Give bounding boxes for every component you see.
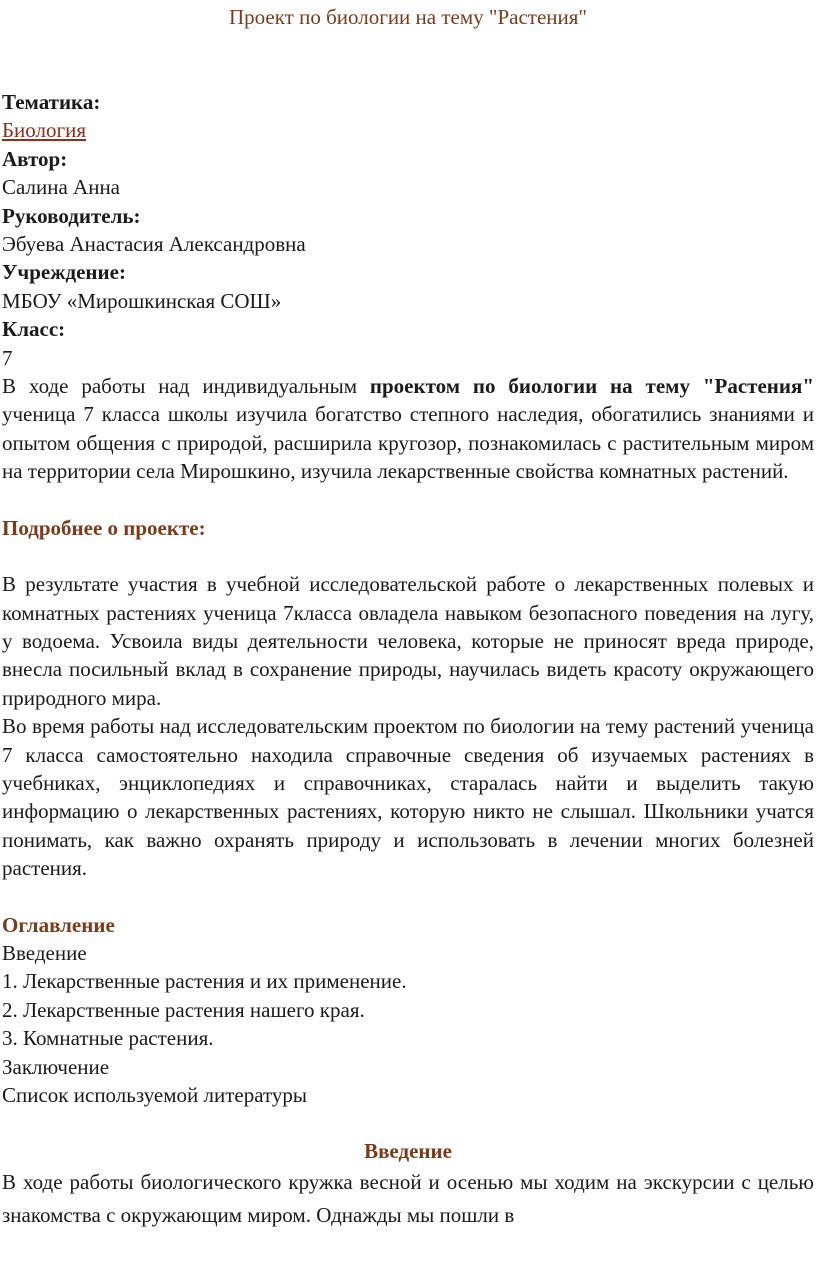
summary-text-after: ученица 7 класса школы изучила богатство степного наследия, обогатились знаниями и опытом общения с природой, расширила кругозор, познакомилась с растительным миром на территории села Мирошкино, изучила лекарственные свойства комнатных растений.: [2, 402, 814, 484]
toc-item: Список используемой литературы: [2, 1083, 308, 1107]
toc-list: [2, 939, 814, 1109]
toc-heading: Оглавление: [2, 912, 115, 937]
page-title: Проект по биологии на тему "Растения": [229, 5, 587, 29]
topic-link[interactable]: Биология: [2, 118, 87, 143]
author-label: Автор:: [2, 146, 68, 171]
summary-paragraph: [2, 372, 814, 486]
toc-item: 1. Лекарственные растения и их применение.: [2, 969, 407, 994]
details-paragraph-1: В результате участия в учебной исследовательской работе о лекарственных полевых и комнатных растениях ученица 7класса овладела навыком безопасного поведения на лугу, у водоема. Усвоила виды деятельности человека, которые не приносят вреда природе, внесла посильный вклад в сохранение природы, научилась видеть красоту окружающего природного мира.: [2, 572, 814, 710]
project-meta: [2, 88, 814, 372]
supervisor-value: Эбуева Анастасия Александровна: [2, 232, 306, 257]
toc-item: 2. Лекарственные растения нашего края.: [2, 997, 365, 1022]
author-value: Салина Анна: [2, 175, 121, 200]
toc-item: 3. Комнатные растения.: [2, 1026, 214, 1051]
spacer: [2, 883, 814, 911]
spacer: [2, 1109, 814, 1137]
institution-value: МБОУ «Мирошкинская СОШ»: [2, 288, 282, 313]
topic-label: Тематика:: [2, 90, 101, 114]
intro-paragraph: В ходе работы биологического кружка весной и осенью мы ходим на экскурсии с целью знакомства с окружающим миром. Однажды мы пошли в: [2, 1169, 814, 1227]
summary-text-bold: проектом по биологии на тему "Растения": [369, 374, 814, 399]
spacer: [2, 486, 814, 514]
supervisor-label: Руководитель:: [2, 203, 141, 228]
details-paragraph-2: Во время работы над исследовательским проектом по биологии на тему растений ученица 7 класса самостоятельно находила справочные сведения об изучаемых растениях в учебниках, энциклопедиях и справочниках, старалась найти и выделить такую информацию о лекарственных растениях, которую никто не слышал. Школьники учатся понимать, как важно охранять природу и использовать в лечении многих болезней растения.: [2, 714, 814, 881]
details-heading: Подробнее о проекте:: [2, 515, 206, 540]
institution-label: Учреждение:: [2, 260, 126, 285]
toc-item: Заключение: [2, 1054, 110, 1079]
summary-text-before: В ходе работы над индивидуальным: [2, 374, 370, 399]
class-value: 7: [2, 345, 13, 370]
class-label: Класс:: [2, 317, 66, 342]
spacer: [2, 542, 814, 570]
intro-heading: Введение: [364, 1139, 452, 1164]
toc-item: Введение: [2, 940, 87, 965]
